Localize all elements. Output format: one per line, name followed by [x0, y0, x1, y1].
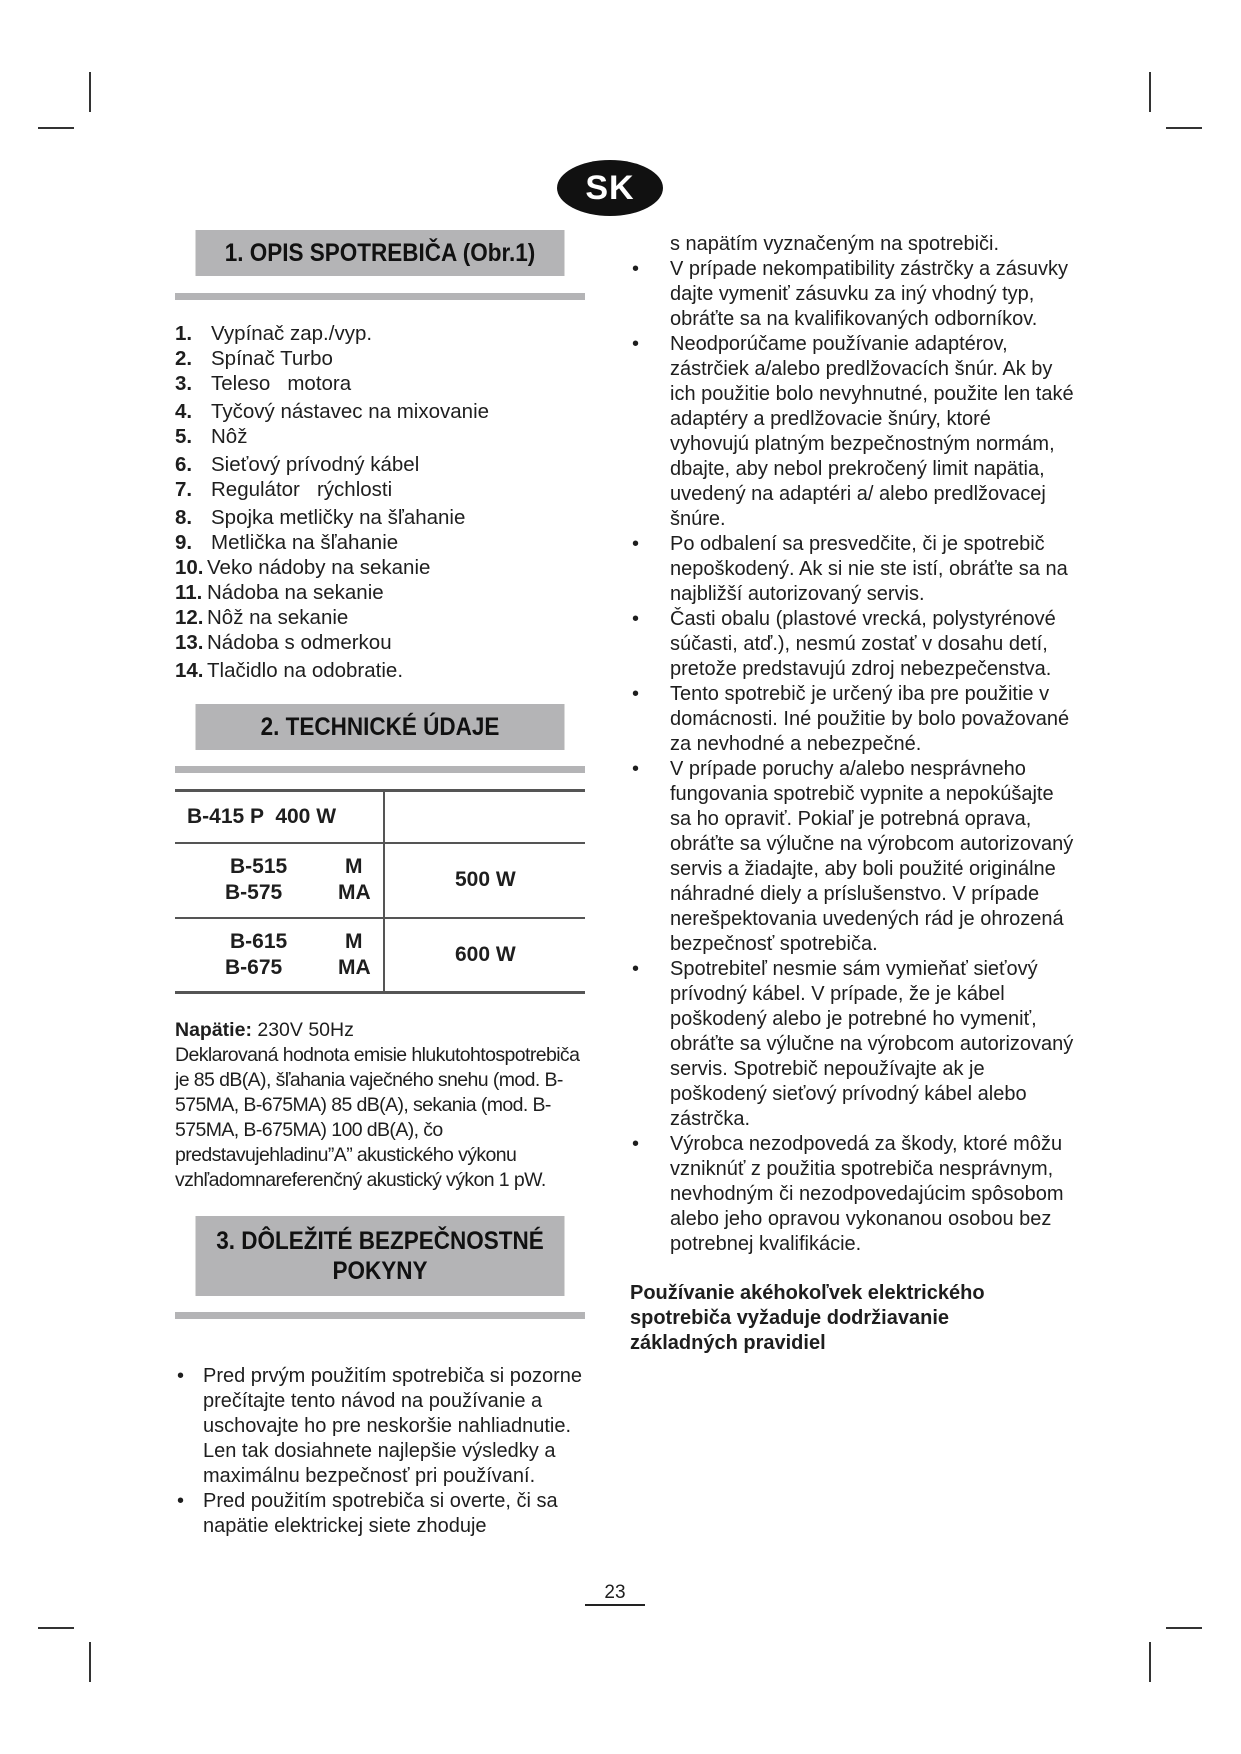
safety-list-left — [175, 1364, 595, 1539]
section1-header — [175, 230, 585, 300]
model-suffix: MA — [338, 881, 371, 904]
emission-text: Deklarovaná hodnota emisie hlukutohtospotrebiča je 85 dB(A), šľahania vaječného snehu (mod. B-575MA, B-675MA) 85 dB(A), sekania (mod. B-575MA, B-675MA) 100 dB(A), čo predstavujehladinu”A” akustického výkonu vzhľadomnareferenčný akustický výkon 1 pW. — [175, 1044, 580, 1191]
language-badge: SK — [557, 160, 663, 216]
section2-header — [175, 704, 585, 773]
section3-title: 3. DÔLEŽITÉ BEZPEČNOSTNÉ POKYNY — [196, 1216, 565, 1296]
continuation-text: s napätím vyznačeným na spotrebiči. — [670, 233, 1000, 255]
list-item: 2. Spínač Turbo — [175, 347, 333, 370]
list-item: 3. Teleso motora — [175, 372, 352, 395]
crop-mark-top-right-h — [1166, 127, 1202, 129]
list-item: • Pred použitím spotrebiča si overte, či sa napätie elektrickej siete zhoduje — [175, 1489, 595, 1539]
table-row — [175, 843, 585, 918]
safety-list-right — [630, 257, 1075, 1257]
parts-list — [175, 323, 585, 682]
crop-mark-top-right-v — [1149, 72, 1151, 112]
section1-rule — [175, 293, 585, 300]
power-value: 500 W — [384, 843, 585, 918]
list-item: • Neodporúčame používanie adaptérov, zástrčiek a/alebo predlžovacích šnúr. Ak by ich použitie bolo nevyhnutné, použite len také adaptéry a predlžovacie šnúry, ktoré vyhovujú platným bezpečnostným normám, dbajte, aby nebol prekročený limit napätia, uvedený na adaptéri a/ alebo predlžovacej šnúre. — [630, 332, 1075, 532]
list-item: • Pred prvým použitím spotrebiča si pozorne prečítajte tento návod na používanie a uschovajte ho pre neskoršie nahliadnutie. Len tak dosiahnete najlepšie výsledky a maximálnu bezpečnosť pri používaní. — [175, 1364, 595, 1489]
section3-header — [175, 1216, 585, 1319]
list-item: 9. Metlička na šľahanie — [175, 531, 399, 554]
model-suffix: M — [345, 929, 363, 953]
crop-mark-bottom-right-v — [1149, 1642, 1151, 1682]
list-item: 4. Tyčový nástavec na mixovanie — [175, 400, 490, 423]
model-code: B-575 — [225, 881, 283, 904]
list-item: 5. Nôž — [175, 425, 248, 448]
table-row — [175, 791, 585, 843]
list-item: 6. Sieťový prívodný kábel — [175, 453, 420, 476]
model-code: B-615 — [230, 929, 288, 953]
list-item: 1. Vypínač zap./vyp. — [175, 322, 373, 345]
crop-mark-top-left-h — [38, 127, 74, 129]
model-suffix: M — [345, 855, 363, 878]
list-item: • V prípade nekompatibility zástrčky a zásuvky dajte vymeniť zásuvku za iný vhodný typ, obráťte sa na kvalifikovaných odborníkov. — [630, 257, 1075, 332]
list-item: 7. Regulátor rýchlosti — [175, 478, 393, 501]
crop-mark-bottom-left-h — [38, 1627, 74, 1629]
crop-mark-top-left-v — [89, 72, 91, 112]
list-item: 13. Nádoba s odmerkou — [175, 631, 392, 654]
page-number: 23 — [585, 1582, 645, 1606]
crop-mark-bottom-right-h — [1166, 1627, 1202, 1629]
section1-title: 1. OPIS SPOTREBIČA (Obr.1) — [196, 230, 565, 276]
model-code: B-515 — [230, 855, 288, 878]
list-item: • Výrobca nezodpovedá za škody, ktoré môžu vzniknúť z použitia spotrebiča nesprávnym, nevhodným či nezodpovedajúcim spôsobom alebo jeho opravou vykonanou osobou bez potrebnej kvalifikácie. — [630, 1132, 1075, 1257]
model-suffix: MA — [338, 955, 371, 979]
section3-rule — [175, 1312, 585, 1319]
list-item: • Tento spotrebič je určený iba pre použitie v domácnosti. Iné použitie by bolo považované za nevhodné a nebezpečné. — [630, 682, 1075, 757]
list-item: • Po odbalení sa presvedčite, či je spotrebič nepoškodený. Ak si nie ste istí, obráťte sa na najbližší autorizovaný servis. — [630, 532, 1075, 607]
list-item: • Časti obalu (plastové vrecká, polystyrénové súčasti, atď.), nesmú zostať v dosahu detí, pretože predstavujú zdroj nebezpečenstva. — [630, 607, 1075, 682]
list-item: • V prípade poruchy a/alebo nesprávneho fungovania spotrebič vypnite a nepokúšajte sa ho opraviť. Pokiaľ je potrebná oprava, obráťte sa výlučne na výrobcom autorizovaný servis a žiadajte, aby boli použité originálne náhradné diely a príslušenstvo. V prípade nerešpektovania uvedených rád je ohrozená bezpečnosť spotrebiča. — [630, 757, 1075, 957]
model-code: B-675 — [225, 955, 283, 979]
list-item: 8. Spojka metličky na šľahanie — [175, 506, 466, 529]
voltage-value: 230V 50Hz — [251, 1019, 354, 1041]
list-item: • Spotrebiteľ nesmie sám vymieňať sieťový prívodný kábel. V prípade, že je kábel poškodený alebo je potrebné ho vymeniť, obráťte sa výlučne na výrobcom autorizovaný servis. Spotrebič nepoužívajte ak je poškodený sieťový prívodný kábel alebo zástrčka. — [630, 957, 1075, 1132]
specs-text — [175, 1018, 585, 1193]
bold-note: Používanie akéhokoľvek elektrického spotrebiča vyžaduje dodržiavanie základných pravidiel — [630, 1282, 985, 1354]
crop-mark-bottom-left-v — [89, 1642, 91, 1682]
list-item: 11. Nádoba na sekanie — [175, 581, 384, 604]
table-row — [175, 918, 585, 993]
section2-title: 2. TECHNICKÉ ÚDAJE — [196, 704, 565, 750]
list-item: 12. Nôž na sekanie — [175, 606, 349, 629]
list-item: 10. Veko nádoby na sekanie — [175, 556, 431, 579]
tech-specs-table — [175, 789, 585, 994]
spec-row1-label: B-415 P 400 W — [187, 804, 337, 828]
voltage-label: Napätie: — [175, 1019, 252, 1041]
section2-rule — [175, 766, 585, 773]
power-value: 600 W — [384, 918, 585, 993]
left-column — [175, 230, 585, 1539]
list-item: 14. Tlačidlo na odobratie. — [175, 659, 404, 682]
right-column — [630, 232, 1075, 1356]
